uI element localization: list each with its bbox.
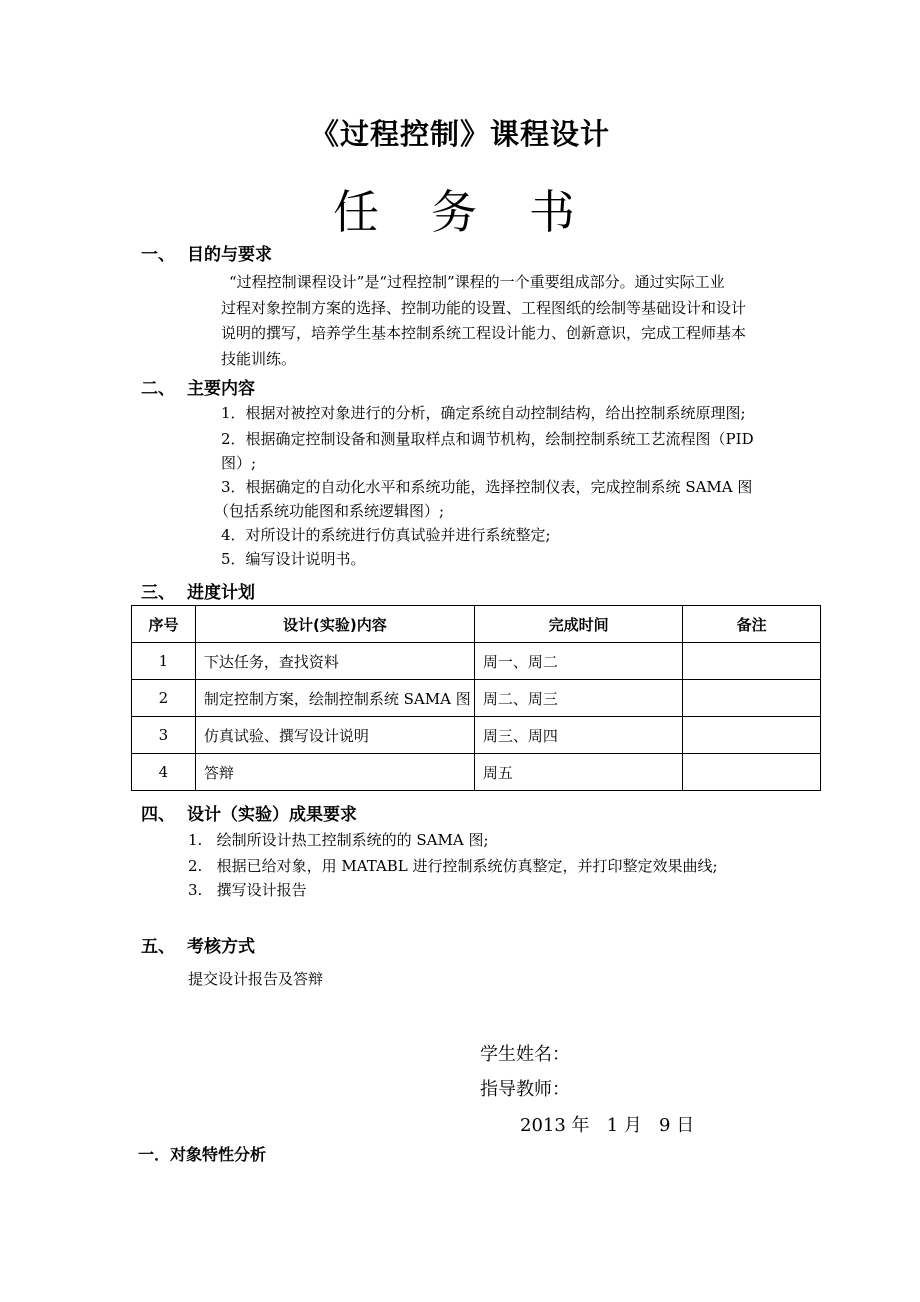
section-3-heading — [141, 578, 255, 603]
table-cell-time: 周二、周三 — [474, 680, 682, 717]
teacher-name-label: 指导教师： — [480, 1079, 570, 1100]
table-cell-time: 周五 — [474, 754, 682, 791]
section-5-heading — [141, 932, 255, 957]
table-cell-index: 1 — [132, 643, 196, 680]
section-4-title: 设计（实验）成果要求 — [187, 805, 357, 825]
section-2-line: 5．编写设计说明书。 — [221, 550, 366, 568]
section-2-line: （包括系统功能图和系统逻辑图）; — [214, 502, 445, 520]
section-3-title: 进度计划 — [187, 583, 255, 603]
table-cell-note — [683, 717, 821, 754]
table-cell-index: 3 — [132, 717, 196, 754]
section-4-number: 四、 — [141, 805, 175, 825]
section-1-line: 技能训练。 — [221, 349, 297, 368]
section-1-line: “过程控制课程设计”是“过程控制”课程的一个重要组成部分。通过实际工业 — [229, 273, 725, 291]
table-row — [132, 680, 821, 717]
table-header-cell: 完成时间 — [474, 606, 682, 643]
table-row — [132, 643, 821, 680]
section-2-title: 主要内容 — [187, 379, 255, 399]
table-cell-index: 4 — [132, 754, 196, 791]
section-3-number: 三、 — [141, 583, 175, 603]
table-row — [132, 717, 821, 754]
table-header-cell: 序号 — [132, 606, 196, 643]
section-1-line: 过程对象控制方案的选择、控制功能的设置、工程图纸的绘制等基础设计和设计 — [221, 298, 747, 317]
table-header-cell: 设计(实验)内容 — [195, 606, 474, 643]
signature-date: 2013 年 1 月 9 日 — [520, 1115, 695, 1136]
section-1-body — [221, 270, 791, 372]
section-2-line: 1．根据对被控对象进行的分析，确定系统自动控制结构，给出控制系统原理图; — [221, 404, 746, 422]
section-1-line: 说明的撰写，培养学生基本控制系统工程设计能力、创新意识，完成工程师基本 — [221, 324, 747, 342]
section-2-line: 3．根据确定的自动化水平和系统功能，选择控制仪表，完成控制系统 SAMA 图 — [221, 478, 753, 496]
assessment-text: 提交设计报告及答辩 — [188, 970, 324, 988]
section-2-line: 2．根据确定控制设备和测量取样点和调节机构，绘制控制系统工艺流程图（PID — [221, 430, 754, 448]
section-2-line: 图）; — [221, 454, 257, 472]
section-4-line: 3. 撰写设计报告 — [188, 881, 307, 899]
section-4-heading — [141, 800, 357, 825]
table-header-cell: 备注 — [683, 606, 821, 643]
table-row — [132, 754, 821, 791]
schedule-table — [131, 605, 821, 791]
table-cell-time: 周三、周四 — [474, 717, 682, 754]
section-4-line: 2. 根据已给对象，用 MATABL 进行控制系统仿真整定，并打印整定效果曲线; — [188, 857, 718, 875]
table-header-row — [132, 606, 821, 643]
section-2-number: 二、 — [141, 379, 175, 399]
table-cell-content: 制定控制方案，绘制控制系统 SAMA 图 — [195, 680, 474, 717]
table-cell-index: 2 — [132, 680, 196, 717]
section-2-heading — [141, 374, 255, 399]
document-title: 《过程控制》课程设计 — [309, 117, 610, 151]
section-1-heading — [141, 240, 272, 265]
table-cell-content: 下达任务，查找资料 — [195, 643, 474, 680]
student-name-label: 学生姓名： — [480, 1044, 570, 1065]
section-5-title: 考核方式 — [187, 937, 255, 957]
next-section-heading: 一．对象特性分析 — [138, 1145, 267, 1164]
table-cell-note — [683, 754, 821, 791]
section-2-line: 4．对所设计的系统进行仿真试验并进行系统整定; — [221, 526, 551, 544]
section-5-number: 五、 — [141, 937, 175, 957]
table-cell-note — [683, 680, 821, 717]
table-cell-content: 答辩 — [195, 754, 474, 791]
table-cell-time: 周一、周二 — [474, 643, 682, 680]
table-cell-note — [683, 643, 821, 680]
document-subtitle: 任务书 — [333, 185, 627, 239]
section-4-line: 1. 绘制所设计热工控制系统的的 SAMA 图; — [188, 831, 489, 849]
table-cell-content: 仿真试验、撰写设计说明 — [195, 717, 474, 754]
section-1-number: 一、 — [141, 245, 175, 265]
section-1-title: 目的与要求 — [187, 245, 272, 265]
